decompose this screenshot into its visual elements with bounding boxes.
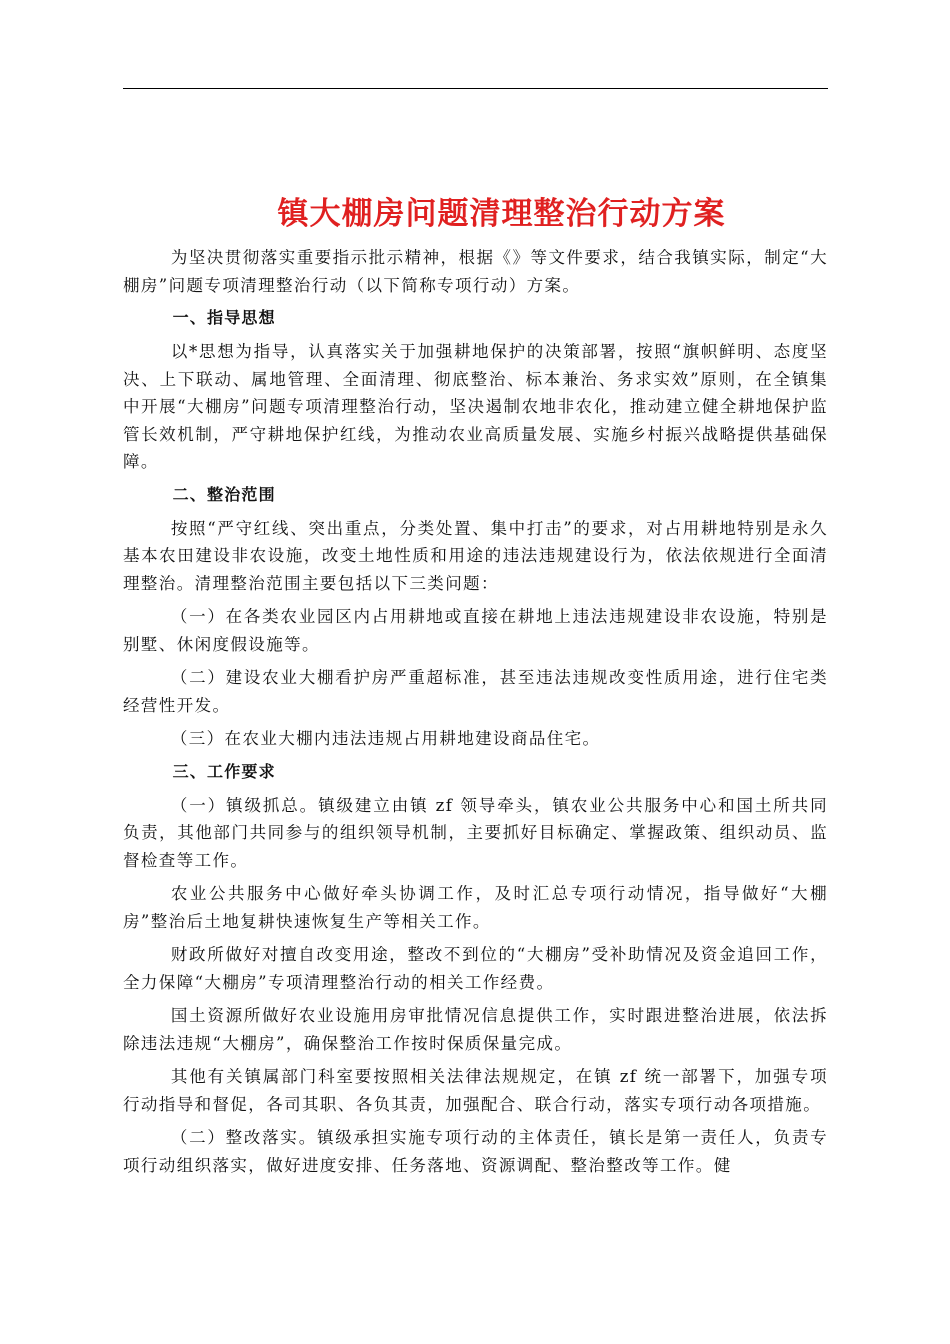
intro-paragraph: 为坚决贯彻落实重要指示批示精神，根据《》等文件要求，结合我镇实际，制定“大棚房”问题专项清理整治行动（以下简称专项行动）方案。 xyxy=(123,248,828,295)
header-rule xyxy=(123,88,828,89)
section-heading-scope: 二、整治范围 xyxy=(172,484,276,504)
document-body xyxy=(123,244,828,1185)
section3-paragraph-1: （一）镇级抓总。镇级建立由镇 zf 领导牵头，镇农业公共服务中心和国土所共同负责，其他部门共同参与的组织领导机制，主要抓好目标确定、掌握政策、组织动员、监督检查等工作。 xyxy=(123,795,828,870)
section2-paragraph-3: （二）建设农业大棚看护房严重超标准，甚至违法违规改变性质用途，进行住宅类经营性开发。 xyxy=(123,668,828,715)
section3-paragraph-2: 农业公共服务中心做好牵头协调工作，及时汇总专项行动情况，指导做好“大棚房”整治后土地复耕快速恢复生产等相关工作。 xyxy=(123,884,828,931)
section2-paragraph-2: （一）在各类农业园区内占用耕地或直接在耕地上违法违规建设非农设施，特别是别墅、休闲度假设施等。 xyxy=(123,607,828,654)
section2-paragraph-4: （三）在农业大棚内违法违规占用耕地建设商品住宅。 xyxy=(170,729,601,748)
section-heading-work-requirements: 三、工作要求 xyxy=(172,761,276,781)
section3-paragraph-6: （二）整改落实。镇级承担实施专项行动的主体责任，镇长是第一责任人，负责专项行动组织落实，做好进度安排、任务落地、资源调配、整治整改等工作。健 xyxy=(123,1128,828,1175)
section-heading-guiding-thought: 一、指导思想 xyxy=(172,308,276,327)
section3-paragraph-5: 其他有关镇属部门科室要按照相关法律法规规定，在镇 zf 统一部署下，加强专项行动指导和督促，各司其职、各负其责，加强配合、联合行动，落实专项行动各项措施。 xyxy=(123,1067,828,1114)
section2-paragraph-1: 按照“严守红线、突出重点，分类处置、集中打击”的要求，对占用耕地特别是永久基本农田建设非农设施，改变土地性质和用途的违法违规建设行为，依法依规进行全面清理整治。清理整治范围主要包括以下三类问题： xyxy=(123,518,828,593)
section3-paragraph-3: 财政所做好对擅自改变用途，整改不到位的“大棚房”受补助情况及资金追回工作，全力保障“大棚房”专项清理整治行动的相关工作经费。 xyxy=(123,945,828,992)
section1-paragraph-1: 以*思想为指导，认真落实关于加强耕地保护的决策部署，按照“旗帜鲜明、态度坚决、上下联动、属地管理、全面清理、彻底整治、标本兼治、务求实效”原则，在全镇集中开展“大棚房”问题专项清理整治行动，坚决遏制农地非农化，推动建立健全耕地保护监管长效机制，严守耕地保护红线，为推动农业高质量发展、实施乡村振兴战略提供基础保障。 xyxy=(123,342,828,471)
document-title: 镇大棚房问题清理整治行动方案 xyxy=(277,196,726,232)
section3-paragraph-4: 国土资源所做好农业设施用房审批情况信息提供工作，实时跟进整治进展，依法拆除违法违规“大棚房”，确保整治工作按时保质保量完成。 xyxy=(123,1006,828,1053)
